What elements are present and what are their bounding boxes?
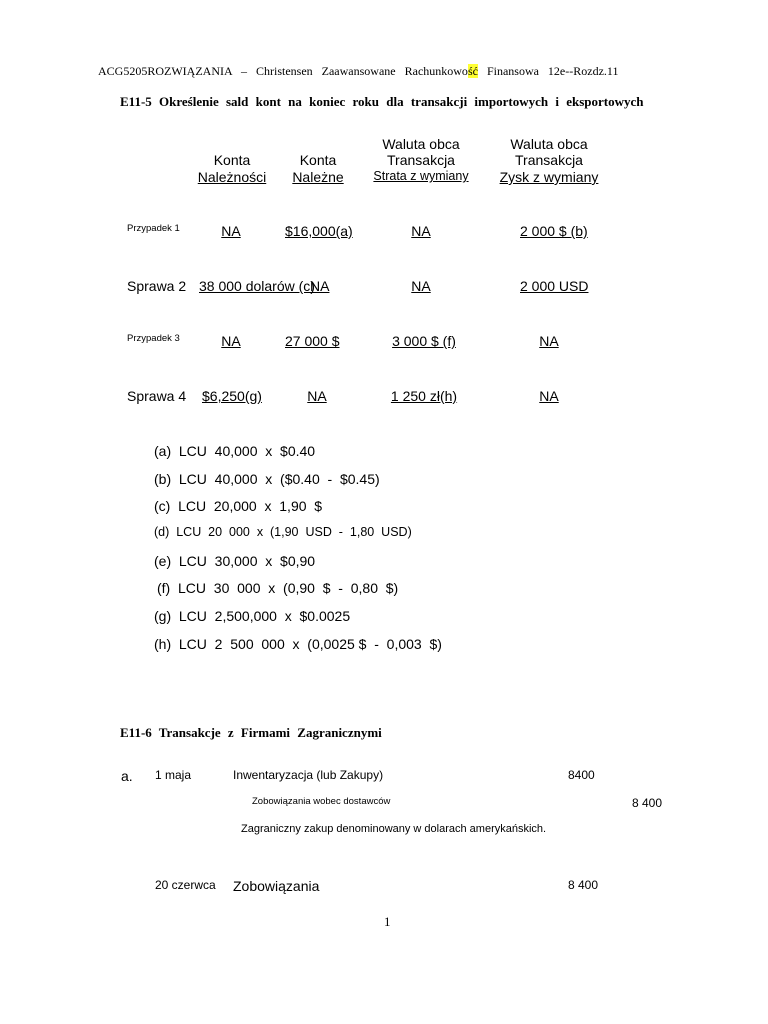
table-cell: NA	[307, 388, 327, 404]
col-header-line1: Waluta obca	[510, 136, 588, 152]
col-header-line1: Waluta obca	[382, 136, 460, 152]
calc-line: (f) LCU 30 000 x (0,90 $ - 0,80 $)	[157, 580, 399, 596]
col-header-line2: Transakcja	[387, 152, 455, 168]
row-label: Przypadek 1	[127, 223, 180, 234]
col-header-gain	[486, 136, 612, 185]
calc-line: (d) LCU 20 000 x (1,90 USD - 1,80 USD)	[154, 525, 412, 539]
col-header-payables	[280, 152, 356, 185]
col-header-line2: Transakcja	[515, 152, 583, 168]
entry-debit: 8400	[568, 768, 595, 782]
entry-account: Zobowiązania	[233, 878, 320, 894]
entry-note: Zagraniczny zakup denominowany w dolarach amerykańskich.	[241, 823, 547, 835]
table-cell: NA	[411, 223, 431, 239]
entry-credit: 8 400	[632, 796, 663, 810]
col-header-line3: Należne	[292, 169, 344, 185]
table-cell: NA	[411, 278, 431, 294]
table-cell: $6,250(g)	[202, 388, 262, 404]
table-cell: 2 000 USD	[520, 278, 589, 294]
col-header-line3: Należności	[197, 169, 267, 185]
row-label: Sprawa 4	[127, 388, 187, 404]
header-highlight: ść	[467, 64, 478, 78]
page-header	[98, 64, 618, 79]
calc-line: (c) LCU 20,000 x 1,90 $	[154, 498, 323, 514]
col-header-line3: Zysk z wymiany	[499, 169, 599, 185]
table-cell: 38 000 dolarów (c)	[199, 278, 315, 294]
col-header-loss	[356, 136, 486, 183]
col-header-receivables	[192, 152, 272, 185]
row-label: Sprawa 2	[127, 278, 187, 294]
table-cell: 1 250 zł(h)	[390, 388, 458, 404]
header-text: ACG5205ROZWIĄZANIA – Christensen Zaawansowane Rachunkowo	[98, 64, 468, 78]
entry-date: 20 czerwca	[155, 878, 216, 892]
entry-date: 1 maja	[155, 768, 192, 782]
entry-debit: 8 400	[568, 878, 599, 892]
page-number: 1	[384, 914, 391, 929]
calc-line: (e) LCU 30,000 x $0,90	[154, 553, 316, 569]
calc-line: (a) LCU 40,000 x $0.40	[154, 443, 316, 459]
entry-account: Inwentaryzacja (lub Zakupy)	[233, 768, 384, 782]
table-cell: $16,000(a)	[285, 223, 353, 239]
col-header-line2: Konta	[299, 152, 337, 168]
table-cell: 3 000 $ (f)	[392, 333, 456, 349]
table-cell: NA	[221, 223, 241, 239]
calc-line: (h) LCU 2 500 000 x (0,0025 $ - 0,003 $)	[154, 636, 442, 652]
e11-5-title: E11-5 Określenie sald kont na koniec roku dla transakcji importowych i eksportowych	[120, 94, 644, 109]
calc-line: (b) LCU 40,000 x ($0.40 - $0.45)	[154, 471, 380, 487]
entry-account: Zobowiązania wobec dostawców	[252, 796, 391, 807]
e11-6-title: E11-6 Transakcje z Firmami Zagranicznymi	[120, 725, 382, 740]
table-cell: 27 000 $	[285, 333, 340, 349]
header-text-after: Finansowa 12e--Rozdz.11	[477, 64, 619, 78]
calc-line: (g) LCU 2,500,000 x $0.0025	[154, 608, 351, 624]
row-label: Przypadek 3	[127, 333, 180, 344]
table-cell: 2 000 $ (b)	[520, 223, 588, 239]
table-cell: NA	[539, 333, 559, 349]
col-header-line2: Konta	[213, 152, 251, 168]
table-cell: NA	[539, 388, 559, 404]
part-label: a.	[121, 768, 133, 784]
table-cell: NA	[310, 278, 330, 294]
table-cell: NA	[221, 333, 241, 349]
col-header-line3: Strata z wymiany	[373, 169, 469, 183]
